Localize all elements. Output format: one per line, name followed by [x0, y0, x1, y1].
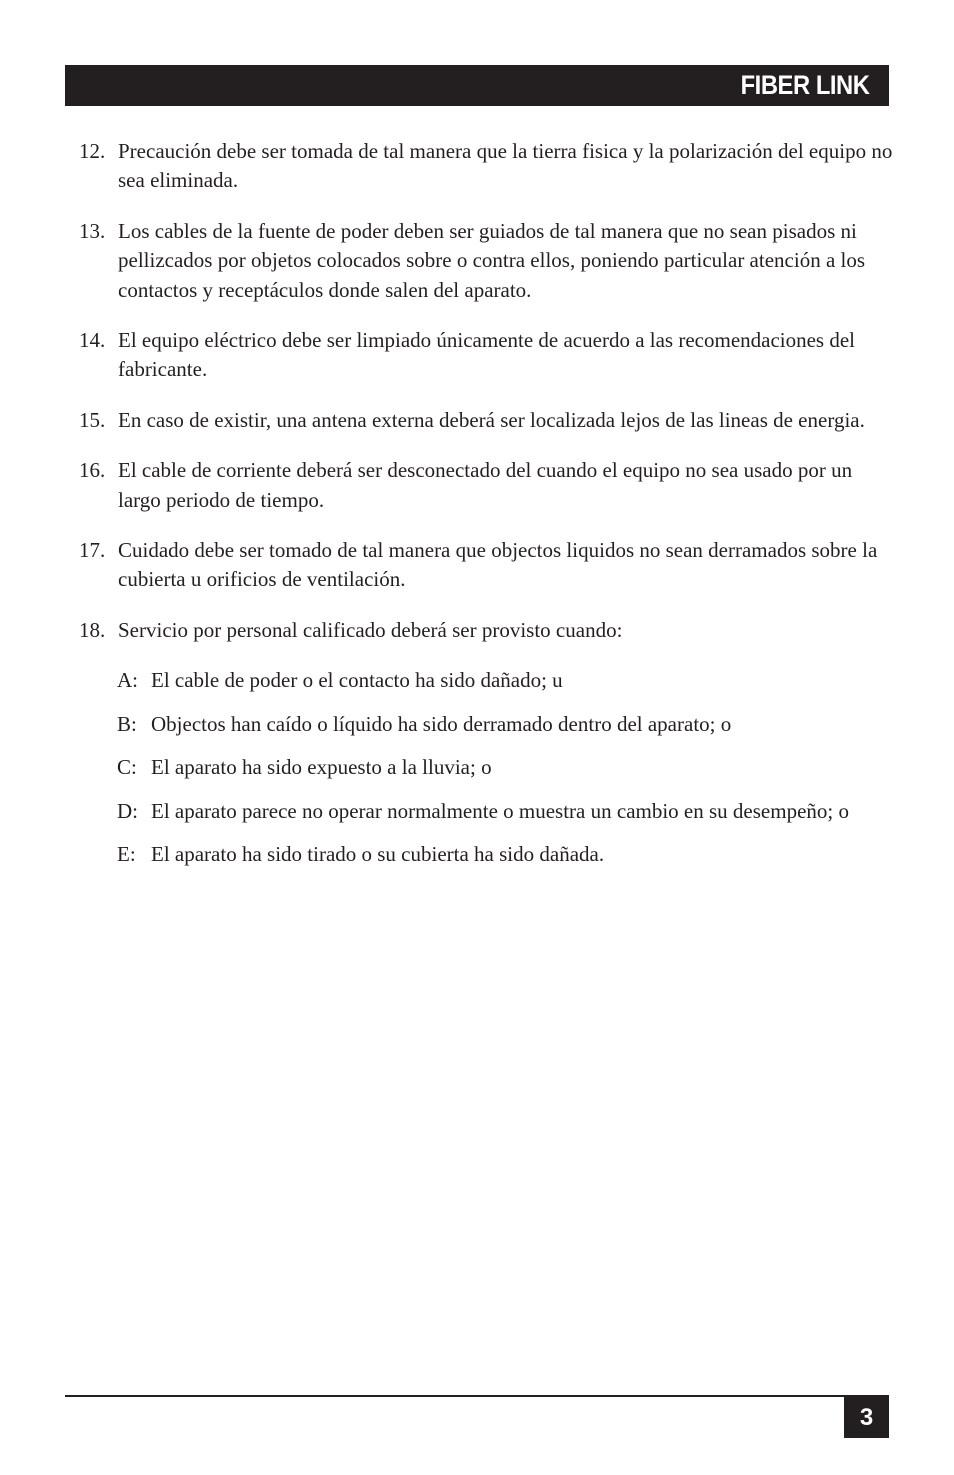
- list-item: [79, 137, 894, 196]
- list-item: [79, 217, 894, 305]
- sub-item-text: El aparato ha sido tirado o su cubierta ha sido dañada.: [151, 841, 605, 866]
- footer-rule: [65, 1395, 889, 1397]
- page-number: 3: [844, 1397, 889, 1438]
- sub-list-item: [117, 666, 894, 695]
- item-text: El equipo eléctrico debe ser limpiado únicamente de acuerdo a las recomendaciones del fabricante.: [118, 328, 856, 382]
- sub-list-item: [117, 797, 894, 826]
- item-text: Servicio por personal calificado deberá ser provisto cuando:: [118, 617, 623, 642]
- item-number: 12.: [79, 139, 106, 163]
- sub-list-item: [117, 710, 894, 739]
- sub-item-text: Objectos han caído o líquido ha sido derramado dentro del aparato; o: [151, 711, 732, 736]
- header-title: FIBER LINK: [740, 70, 869, 100]
- safety-instructions: [79, 137, 894, 883]
- item-number: 16.: [79, 458, 106, 483]
- item-text: El cable de corriente deberá ser desconectado del cuando el equipo no sea usado por un largo periodo de tiempo.: [118, 458, 853, 512]
- item-text: Los cables de la fuente de poder deben ser guiados de tal manera que no sean pisados ni pellizcados por objetos colocados sobre o contra ellos, poniendo particular atención a los contactos y receptáculos donde salen del aparato.: [118, 218, 866, 302]
- sub-item-letter: C:: [117, 755, 137, 780]
- sub-item-letter: D:: [117, 798, 138, 823]
- sub-list-item: [117, 753, 894, 782]
- list-item: [79, 536, 894, 595]
- sub-item-letter: A:: [117, 668, 138, 693]
- sub-item-letter: B:: [117, 711, 137, 736]
- list-item: [79, 326, 894, 385]
- item-text: Precaución debe ser tomada de tal manera que la tierra fisica y la polarización del equipo no sea eliminada.: [118, 139, 893, 193]
- sub-list-item: [117, 840, 894, 869]
- list-item: [79, 616, 894, 645]
- list-item: [79, 456, 894, 515]
- item-text: Cuidado debe ser tomado de tal manera que objectos liquidos no sean derramados sobre la cubierta u orificios de ventilación.: [118, 538, 878, 592]
- sub-item-text: El aparato parece no operar normalmente o muestra un cambio en su desempeño; o: [151, 798, 849, 823]
- list-item: [79, 406, 894, 435]
- sub-list: [79, 666, 894, 869]
- sub-item-text: El cable de poder o el contacto ha sido dañado; u: [151, 668, 563, 693]
- item-number: 18.: [79, 617, 106, 642]
- item-number: 15.: [79, 407, 106, 432]
- sub-item-letter: E:: [117, 841, 136, 866]
- item-number: 13.: [79, 218, 106, 243]
- sub-item-text: El aparato ha sido expuesto a la lluvia; o: [151, 755, 492, 780]
- item-number: 14.: [79, 328, 106, 353]
- item-text: En caso de existir, una antena externa deberá ser localizada lejos de las lineas de energia.: [118, 407, 865, 432]
- header-bar: [65, 65, 889, 106]
- item-number: 17.: [79, 538, 106, 563]
